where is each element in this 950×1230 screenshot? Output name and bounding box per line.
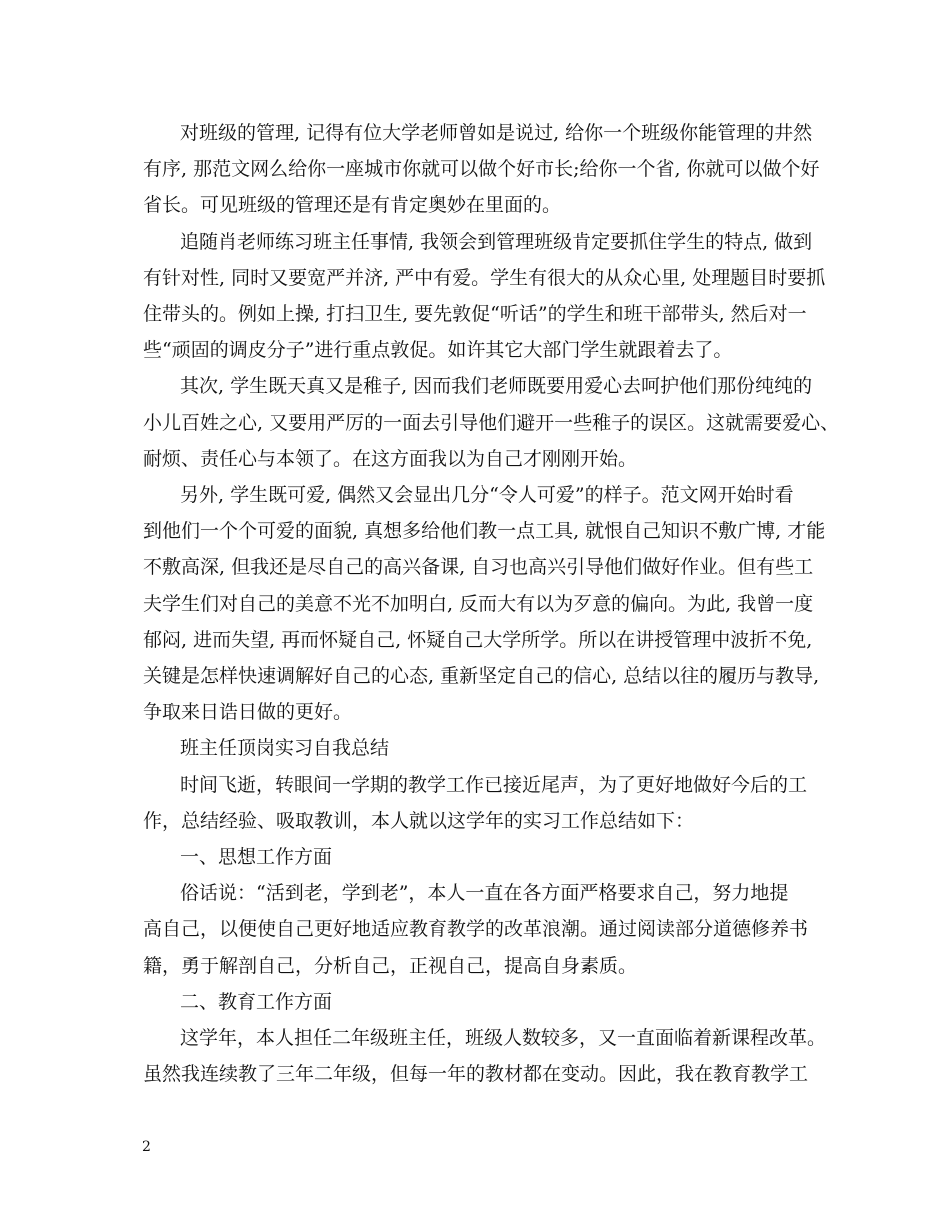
text-line: 有针对性, 同时又要宽严并济, 严中有爱。学生有很大的从众心里, 处理题目时要抓 <box>143 267 826 289</box>
text-line: 些“顽固的调皮分子”进行重点敦促。如许其它大部门学生就跟着去了。 <box>143 339 733 361</box>
page-number: 2 <box>142 1139 151 1155</box>
text-line: 关键是怎样快速调解好自己的心态, 重新坚定自己的信心, 总结以往的履历与教导, <box>143 665 820 687</box>
text-line: 高自己，以便使自己更好地适应教育教学的改革浪潮。通过阅读部分道德修养书 <box>143 918 809 940</box>
text-line: 耐烦、责任心与本领了。在这方面我以为自己才刚刚开始。 <box>143 448 638 470</box>
text-line: 郁闷, 进而失望, 再而怀疑自己, 怀疑自己大学所学。所以在讲授管理中波折不免, <box>143 629 813 651</box>
text-line: 其次, 学生既天真又是稚子, 因而我们老师既要用爱心去呵护他们那份纯纯的 <box>180 375 813 397</box>
text-line: 班主任顶岗实习自我总结 <box>180 737 390 759</box>
text-line: 追随肖老师练习班主任事情, 我领会到管理班级肯定要抓住学生的特点, 做到 <box>180 231 813 253</box>
text-line: 不敷高深, 但我还是尽自己的高兴备课, 自习也高兴引导他们做好作业。但有些工 <box>143 556 814 578</box>
text-line: 俗话说：“活到老，学到老”，本人一直在各方面严格要求自己，努力地提 <box>180 882 789 904</box>
text-line: 小儿百姓之心, 又要用严厉的一面去引导他们避开一些稚子的误区。这就需要爱心、 <box>143 412 840 434</box>
text-line: 籍，勇于解剖自己，分析自己，正视自己，提高自身素质。 <box>143 955 638 977</box>
text-line: 作，总结经验、吸取教训，本人就以这学年的实习工作总结如下： <box>143 810 695 832</box>
text-line: 时间飞逝，转眼间一学期的教学工作已接近尾声，为了更好地做好今后的工 <box>180 774 808 796</box>
text-line: 争取来日诰日做的更好。 <box>143 701 353 723</box>
text-line: 另外, 学生既可爱, 偶然又会显出几分“令人可爱”的样子。范文网开始时看 <box>180 484 794 506</box>
text-line: 有序, 那范文网么给你一座城市你就可以做个好市长;给你一个省, 你就可以做个好 <box>143 158 820 180</box>
text-line: 这学年，本人担任二年级班主任，班级人数较多，又一直面临着新课程改革。 <box>180 1027 827 1049</box>
text-line: 二、教育工作方面 <box>180 991 333 1013</box>
text-line: 虽然我连续教了三年二年级，但每一年的教材都在变动。因此，我在教育教学工 <box>143 1063 809 1085</box>
text-line: 住带头的。例如上操, 打扫卫生, 要先敦促“听话”的学生和班干部带头, 然后对一 <box>143 303 807 325</box>
text-line: 一、思想工作方面 <box>180 846 333 868</box>
text-line: 夫学生们对自己的美意不光不加明白, 反而大有以为歹意的偏向。为此, 我曾一度 <box>143 593 814 615</box>
text-line: 对班级的管理, 记得有位大学老师曾如是说过, 给你一个班级你能管理的井然 <box>180 122 813 144</box>
text-line: 到他们一个个可爱的面貌, 真想多给他们教一点工具, 就恨自己知识不敷广博, 才能 <box>143 520 826 542</box>
text-line: 省长。可见班级的管理还是有肯定奥妙在里面的。 <box>143 194 562 216</box>
